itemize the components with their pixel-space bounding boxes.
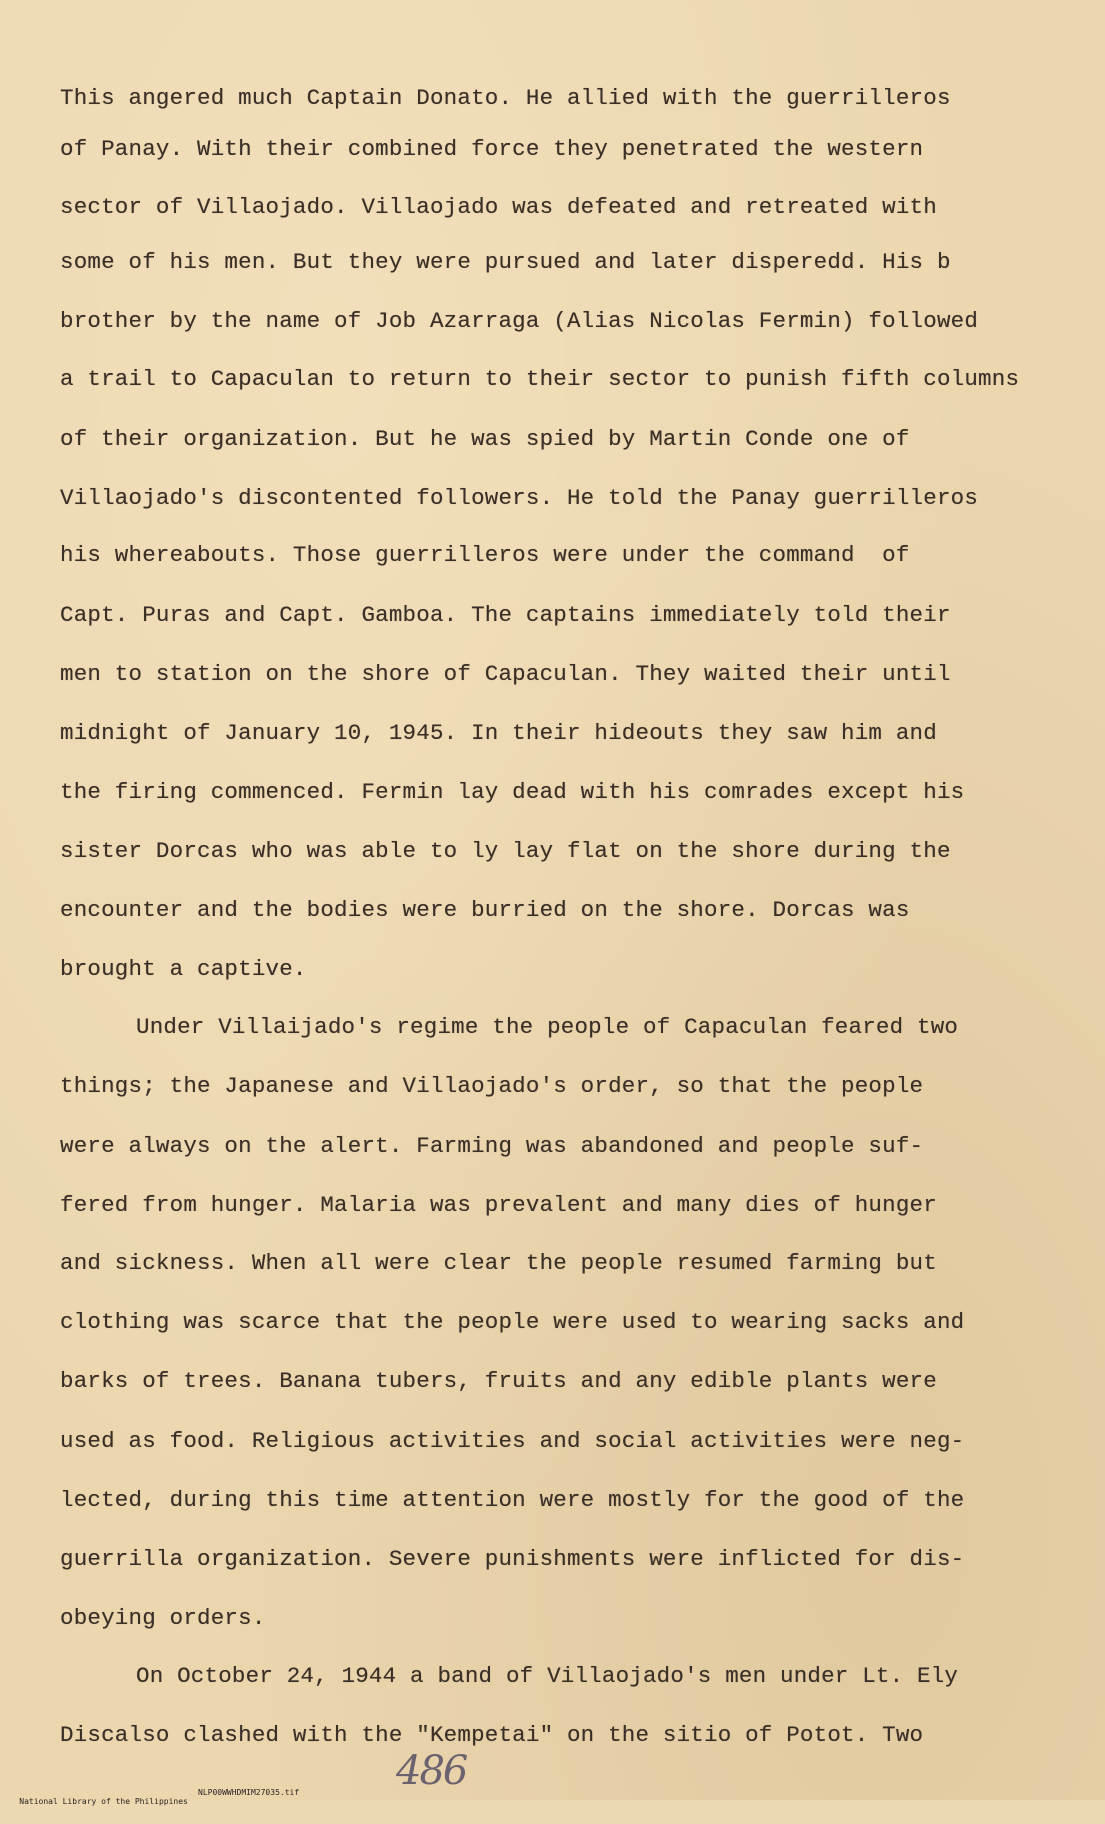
footer-archive-id: NLP00WWHDMIM27035.tif (198, 1788, 300, 1797)
text-line: Capt. Puras and Capt. Gamboa. The captains immediately told their (60, 602, 951, 628)
text-line: a trail to Capaculan to return to their sector to punish fifth columns (60, 366, 1020, 392)
text-line: brought a captive. (60, 956, 307, 982)
text-line: and sickness. When all were clear the people resumed farming but (60, 1250, 937, 1276)
text-line: his whereabouts. Those guerrilleros were under the command of (60, 542, 910, 568)
paragraph-first-line: Under Villaijado's regime the people of Capaculan feared two (136, 1014, 959, 1040)
text-line: obeying orders. (60, 1605, 266, 1631)
text-line: some of his men. But they were pursued and later disperedd. His b (60, 249, 951, 275)
text-line: Villaojado's discontented followers. He told the Panay guerrilleros (60, 485, 979, 511)
text-line: midnight of January 10, 1945. In their hideouts they saw him and (60, 720, 937, 746)
text-line: encounter and the bodies were burried on the shore. Dorcas was (60, 897, 910, 923)
footer-library-name: National Library of the Philippines (19, 1797, 188, 1806)
text-line: guerrilla organization. Severe punishments were inflicted for dis- (60, 1546, 965, 1572)
paragraph-first-line: On October 24, 1944 a band of Villaojado's men under Lt. Ely (136, 1663, 959, 1689)
text-line: men to station on the shore of Capaculan. They waited their until (60, 661, 951, 687)
text-line: the firing commenced. Fermin lay dead with his comrades except his (60, 779, 965, 805)
text-line: of Panay. With their combined force they penetrated the western (60, 136, 924, 162)
text-line: things; the Japanese and Villaojado's order, so that the people (60, 1073, 924, 1099)
scan-footer (0, 1788, 300, 1824)
text-line: of their organization. But he was spied by Martin Conde one of (60, 426, 910, 452)
text-line: sister Dorcas who was able to ly lay flat on the shore during the (60, 838, 951, 864)
text-line: sector of Villaojado. Villaojado was defeated and retreated with (60, 194, 937, 220)
text-line: Discalso clashed with the "Kempetai" on the sitio of Potot. Two (60, 1722, 924, 1748)
text-line: This angered much Captain Donato. He allied with the guerrilleros (60, 85, 951, 111)
handwritten-page-number: 486 (396, 1748, 467, 1794)
text-line: were always on the alert. Farming was abandoned and people suf- (60, 1133, 924, 1159)
text-line: clothing was scarce that the people were used to wearing sacks and (60, 1309, 965, 1335)
text-line: brother by the name of Job Azarraga (Alias Nicolas Fermin) followed (60, 308, 979, 334)
text-line: barks of trees. Banana tubers, fruits and any edible plants were (60, 1368, 937, 1394)
text-line: lected, during this time attention were mostly for the good of the (60, 1487, 965, 1513)
text-line: used as food. Religious activities and social activities were neg- (60, 1428, 965, 1454)
text-line: fered from hunger. Malaria was prevalent and many dies of hunger (60, 1192, 937, 1218)
